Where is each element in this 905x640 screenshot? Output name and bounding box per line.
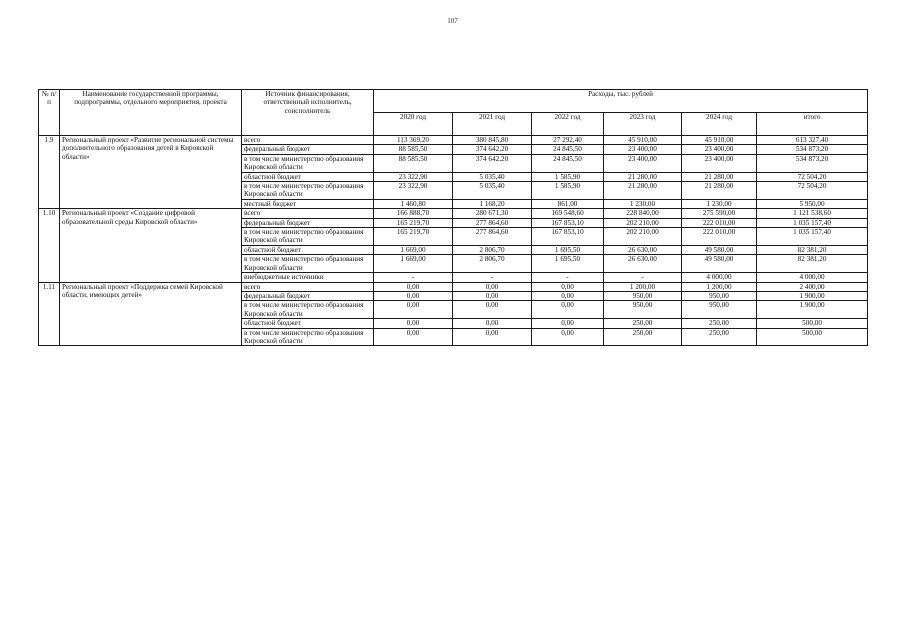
amount-cell: 277 864,60 xyxy=(453,218,532,227)
amount-cell: 250,00 xyxy=(604,319,682,328)
amount-cell: 45 910,00 xyxy=(604,136,682,145)
amount-cell: 1 695,50 xyxy=(532,245,604,254)
funding-source: областной бюджет xyxy=(242,245,374,254)
amount-cell: 950,00 xyxy=(682,301,757,319)
funding-source: федеральный бюджет xyxy=(242,291,374,300)
amount-cell: 23 400,00 xyxy=(682,154,757,172)
amount-cell: 23 400,00 xyxy=(682,145,757,154)
amount-cell: 202 210,00 xyxy=(604,218,682,227)
amount-cell: 24 845,50 xyxy=(532,154,604,172)
amount-cell: 167 853,10 xyxy=(532,218,604,227)
amount-cell: 26 630,00 xyxy=(604,255,682,273)
amount-cell: 165 219,70 xyxy=(374,228,453,246)
amount-cell: 1 168,20 xyxy=(453,199,532,208)
total-cell: 1 900,00 xyxy=(757,291,868,300)
amount-cell: 374 642,20 xyxy=(453,154,532,172)
table-row xyxy=(39,209,868,218)
amount-cell: 250,00 xyxy=(682,319,757,328)
amount-cell: 5 035,40 xyxy=(453,182,532,200)
col-source-header: Источник финансирования, ответственный исполнитель, соисполнитель xyxy=(242,90,374,136)
funding-source: всего xyxy=(242,136,374,145)
amount-cell: 1 695,50 xyxy=(532,255,604,273)
amount-cell: 88 585,50 xyxy=(374,154,453,172)
amount-cell: 2 806,70 xyxy=(453,245,532,254)
amount-cell: 0,00 xyxy=(374,282,453,291)
total-cell: 5 950,00 xyxy=(757,199,868,208)
item-number: 1.9 xyxy=(39,136,60,209)
amount-cell: 1 200,00 xyxy=(604,282,682,291)
amount-cell: 0,00 xyxy=(374,328,453,346)
amount-cell: 202 210,00 xyxy=(604,228,682,246)
amount-cell: - xyxy=(374,273,453,282)
amount-cell: 950,00 xyxy=(682,291,757,300)
amount-cell: 0,00 xyxy=(374,301,453,319)
amount-cell: 0,00 xyxy=(532,301,604,319)
funding-source: федеральный бюджет xyxy=(242,145,374,154)
table-row xyxy=(39,136,868,145)
amount-cell: 24 845,50 xyxy=(532,145,604,154)
amount-cell: 1 669,00 xyxy=(374,245,453,254)
amount-cell: 49 580,00 xyxy=(682,245,757,254)
funding-source: всего xyxy=(242,282,374,291)
amount-cell: 380 845,80 xyxy=(453,136,532,145)
amount-cell: 113 369,20 xyxy=(374,136,453,145)
amount-cell: 280 671,30 xyxy=(453,209,532,218)
amount-cell: 1 669,00 xyxy=(374,255,453,273)
total-header: итого xyxy=(757,113,868,136)
amount-cell: 26 630,00 xyxy=(604,245,682,254)
amount-cell: 0,00 xyxy=(532,282,604,291)
total-cell: 4 000,00 xyxy=(757,273,868,282)
amount-cell: 23 400,00 xyxy=(604,154,682,172)
amount-cell: 0,00 xyxy=(453,301,532,319)
year-header: 2024 год xyxy=(682,113,757,136)
amount-cell: 88 585,50 xyxy=(374,145,453,154)
funding-source: в том числе министерство образования Кировской области xyxy=(242,301,374,319)
total-cell: 1 900,00 xyxy=(757,301,868,319)
amount-cell: 21 280,00 xyxy=(604,172,682,181)
amount-cell: 1 585,90 xyxy=(532,182,604,200)
amount-cell: 1 230,00 xyxy=(682,199,757,208)
table-body xyxy=(39,136,868,346)
amount-cell: 23 322,90 xyxy=(374,172,453,181)
project-name: Региональный проект «Развитие региональной системы дополнительного образования детей в Кировской области» xyxy=(60,136,242,209)
amount-cell: 0,00 xyxy=(453,328,532,346)
year-header: 2022 год xyxy=(532,113,604,136)
year-header: 2023 год xyxy=(604,113,682,136)
total-cell: 82 381,20 xyxy=(757,245,868,254)
total-cell: 1 121 538,60 xyxy=(757,209,868,218)
col-no-header: № п/п xyxy=(39,90,60,136)
total-cell: 613 327,40 xyxy=(757,136,868,145)
funding-source: федеральный бюджет xyxy=(242,218,374,227)
amount-cell: 250,00 xyxy=(682,328,757,346)
table-row xyxy=(39,282,868,291)
amount-cell: 950,00 xyxy=(604,301,682,319)
amount-cell: 1 200,00 xyxy=(682,282,757,291)
project-name: Региональный проект «Поддержка семей Кировской области, имеющих детей» xyxy=(60,282,242,346)
amount-cell: 1 230,00 xyxy=(604,199,682,208)
funding-source: внебюджетные источники xyxy=(242,273,374,282)
amount-cell: 0,00 xyxy=(374,291,453,300)
col-name-header: Наименование государственной программы, подпрограммы, отдельного мероприятия, проекта xyxy=(60,90,242,136)
amount-cell: 222 010,00 xyxy=(682,218,757,227)
amount-cell: 21 280,00 xyxy=(682,172,757,181)
amount-cell: 169 548,60 xyxy=(532,209,604,218)
amount-cell: 45 910,00 xyxy=(682,136,757,145)
amount-cell: 275 590,00 xyxy=(682,209,757,218)
page-number: 107 xyxy=(447,17,458,25)
amount-cell: 277 864,60 xyxy=(453,228,532,246)
amount-cell: 4 000,00 xyxy=(682,273,757,282)
amount-cell: 49 580,00 xyxy=(682,255,757,273)
item-number: 1.11 xyxy=(39,282,60,346)
amount-cell: 250,00 xyxy=(604,328,682,346)
amount-cell: 0,00 xyxy=(453,282,532,291)
amount-cell: 5 035,40 xyxy=(453,172,532,181)
amount-cell: 861,00 xyxy=(532,199,604,208)
total-cell: 534 873,20 xyxy=(757,145,868,154)
amount-cell: 21 280,00 xyxy=(604,182,682,200)
total-cell: 534 873,20 xyxy=(757,154,868,172)
expenses-header: Расходы, тыс. рублей xyxy=(374,90,868,113)
amount-cell: 0,00 xyxy=(374,319,453,328)
total-cell: 500,00 xyxy=(757,328,868,346)
total-cell: 82 381,20 xyxy=(757,255,868,273)
total-cell: 500,00 xyxy=(757,319,868,328)
amount-cell: 0,00 xyxy=(453,291,532,300)
item-number: 1.10 xyxy=(39,209,60,282)
funding-source: в том числе министерство образования Кировской области xyxy=(242,328,374,346)
total-cell: 72 504,20 xyxy=(757,182,868,200)
amount-cell: - xyxy=(604,273,682,282)
total-cell: 72 504,20 xyxy=(757,172,868,181)
funding-source: в том числе министерство образования Кировской области xyxy=(242,182,374,200)
amount-cell: 23 400,00 xyxy=(604,145,682,154)
amount-cell: 23 322,90 xyxy=(374,182,453,200)
amount-cell: 0,00 xyxy=(532,319,604,328)
year-header: 2021 год xyxy=(453,113,532,136)
project-name: Региональный проект «Создание цифровой образовательной среды Кировской области» xyxy=(60,209,242,282)
amount-cell: 228 840,00 xyxy=(604,209,682,218)
amount-cell: - xyxy=(453,273,532,282)
amount-cell: 222 010,00 xyxy=(682,228,757,246)
amount-cell: 21 280,00 xyxy=(682,182,757,200)
amount-cell: 1 460,80 xyxy=(374,199,453,208)
amount-cell: - xyxy=(532,273,604,282)
amount-cell: 165 219,70 xyxy=(374,218,453,227)
amount-cell: 374 642,20 xyxy=(453,145,532,154)
funding-source: в том числе министерство образования Кировской области xyxy=(242,154,374,172)
budget-table xyxy=(38,89,868,346)
year-header: 2020 год xyxy=(374,113,453,136)
amount-cell: 167 853,10 xyxy=(532,228,604,246)
amount-cell: 2 806,70 xyxy=(453,255,532,273)
total-cell: 1 035 157,40 xyxy=(757,228,868,246)
amount-cell: 950,00 xyxy=(604,291,682,300)
funding-source: областной бюджет xyxy=(242,172,374,181)
amount-cell: 0,00 xyxy=(532,328,604,346)
funding-source: в том числе министерство образования Кировской области xyxy=(242,255,374,273)
amount-cell: 0,00 xyxy=(532,291,604,300)
amount-cell: 166 888,70 xyxy=(374,209,453,218)
funding-source: местный бюджет xyxy=(242,199,374,208)
amount-cell: 0,00 xyxy=(453,319,532,328)
total-cell: 1 035 157,40 xyxy=(757,218,868,227)
funding-source: в том числе министерство образования Кировской области xyxy=(242,228,374,246)
total-cell: 2 400,00 xyxy=(757,282,868,291)
amount-cell: 27 292,40 xyxy=(532,136,604,145)
amount-cell: 1 585,90 xyxy=(532,172,604,181)
funding-source: областной бюджет xyxy=(242,319,374,328)
funding-source: всего xyxy=(242,209,374,218)
